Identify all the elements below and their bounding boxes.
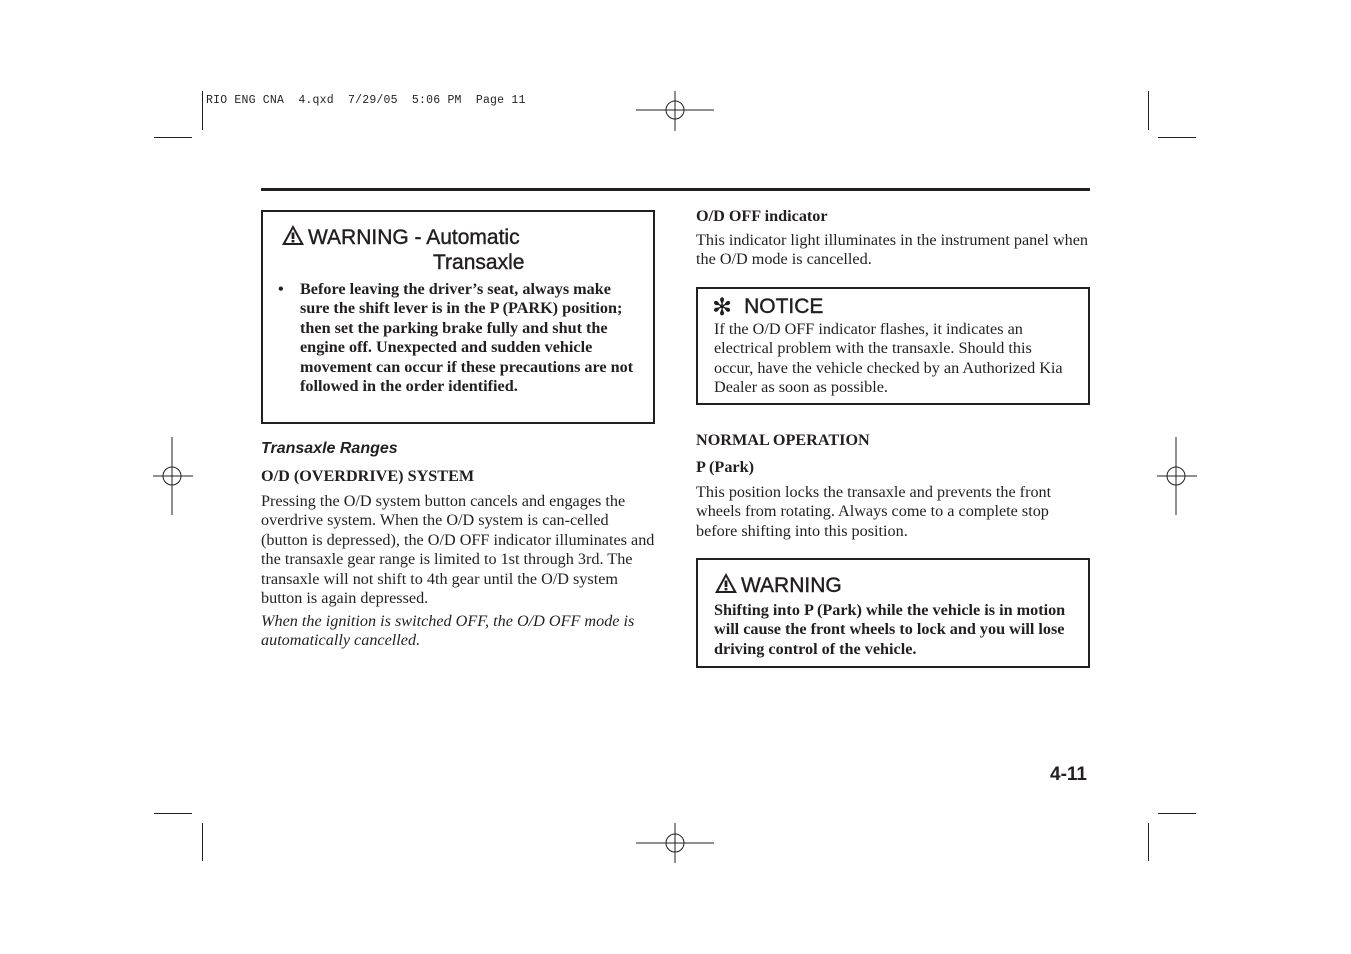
warning-triangle-icon	[281, 224, 305, 246]
warning-header: WARNING	[714, 572, 842, 598]
warning-title-line2: Transaxle	[433, 251, 525, 274]
registration-mark-right	[1157, 437, 1197, 515]
page-number: 4-11	[1050, 764, 1087, 785]
od-italic-note: When the ignition is switched OFF, the O/D OFF mode is automatically cancelled.	[261, 612, 635, 650]
registration-mark-top	[636, 91, 714, 131]
warning-bullet	[276, 280, 636, 396]
section-title: Transaxle Ranges	[261, 440, 398, 457]
bullet-icon: •	[278, 280, 284, 298]
notice-title: NOTICE	[744, 295, 824, 318]
warning-box-park	[696, 558, 1090, 668]
odoff-paragraph: This indicator light illuminates in the instrument panel when the O/D mode is cancelled.	[696, 231, 1089, 269]
warning-box-automatic-transaxle	[261, 210, 655, 424]
registration-mark-bottom	[636, 823, 714, 863]
odoff-heading: O/D OFF indicator	[696, 207, 828, 225]
print-slug: RIO ENG CNA 4.qxd 7/29/05 5:06 PM Page 11	[206, 94, 526, 107]
notice-box	[696, 287, 1090, 405]
notice-icon: ✻	[712, 293, 733, 321]
registration-mark-left	[153, 437, 193, 515]
warning-bullet-text: Before leaving the driver’s seat, always make sure the shift lever is in the P (PARK) position; then set the parking brake fully and shut the engine off. Unexpected and sudden vehicle movement can occur if these precautions are not followed in the order identified.	[300, 280, 634, 396]
warning-triangle-icon	[714, 572, 738, 594]
normal-operation-heading: NORMAL OPERATION	[696, 431, 870, 449]
park-heading: P (Park)	[696, 458, 754, 476]
park-paragraph: This position locks the transaxle and prevents the front wheels from rotating. Always come to a complete stop before shifting into this position.	[696, 483, 1052, 540]
header-rule	[261, 188, 1090, 191]
warning-park-text: Shifting into P (Park) while the vehicle is in motion will cause the front wheels to lock and you will lose driving control of the vehicle.	[714, 601, 1066, 658]
od-paragraph: Pressing the O/D system button cancels and engages the overdrive system. When the O/D system is can-celled (button is depressed), the O/D OFF indicator illuminates and the transaxle gear range is limited to 1st through 3rd. The transaxle will not shift to 4th gear until the O/D system button is again depressed.	[261, 492, 655, 608]
od-heading: O/D (OVERDRIVE) SYSTEM	[261, 467, 475, 485]
warning-title: WARNING - Automatic	[281, 224, 520, 250]
notice-text: If the O/D OFF indicator flashes, it indicates an electrical problem with the transaxle. Should this occur, have the vehicle checked by an Authorized Kia Dealer as soon as possible.	[714, 320, 1063, 397]
notice-header	[712, 293, 823, 321]
